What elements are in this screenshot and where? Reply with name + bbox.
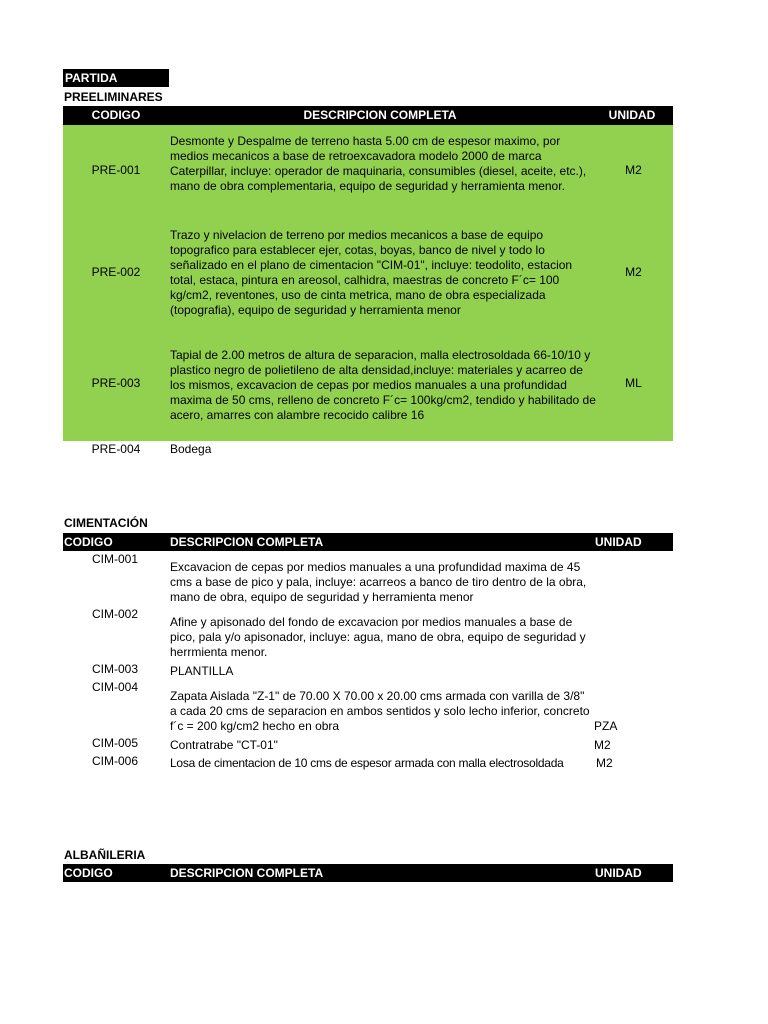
row-code: CIM-004 [92, 680, 139, 694]
row-description: Trazo y nivelacion de terreno por medios mecanicos a base de equipo topografico para establecer ejer, cotas, boyas, banco de nivel y todo lo señalizado en el plano de cimentacion "CIM-01", incluye: teodolito, estacion total, estaca, pintura en areosol, calhidra, maestras de concreto F´c= 100 kg/cm2, reventones, uso de cinta metrica, mano de obra especializada (topografia), equipo de seguridad y herramienta menor [170, 228, 573, 317]
row-description: Contratrabe "CT-01" [170, 738, 278, 752]
row-description: Losa de cimentacion de 10 cms de espesor armada con malla electrosoldada [170, 756, 564, 770]
header-codigo: CODIGO [64, 535, 113, 549]
header-unidad: UNIDAD [595, 866, 642, 880]
row-unit: M2 [625, 265, 642, 279]
row-code: CIM-003 [92, 662, 139, 676]
row-code: CIM-006 [92, 754, 139, 768]
header-descripcion: DESCRIPCION COMPLETA [303, 108, 457, 122]
header-codigo: CODIGO [91, 108, 141, 122]
row-unit: M2 [596, 756, 613, 770]
header-row-albanileria [63, 864, 673, 882]
section-title-cimentacion: CIMENTACIÓN [64, 516, 148, 530]
row-description: Afine y apisonado del fondo de excavacion por medios manuales a base de pico, pala y/o apisonador, incluye: agua, mano de obra, equipo de seguridad y herrmienta menor. [170, 615, 586, 659]
row-unit: M2 [625, 163, 642, 177]
header-row-preliminares [63, 106, 673, 125]
header-codigo: CODIGO [64, 866, 113, 880]
row-description: Zapata Aislada "Z-1" de 70.00 X 70.00 x 20.00 cms armada con varilla de 3/8" a cada 20 cms de separacion en ambos sentidos y solo lecho inferior, concreto f´c = 200 kg/cm2 hecho en obra [170, 689, 590, 733]
header-descripcion: DESCRIPCION COMPLETA [170, 535, 324, 549]
row-code: PRE-004 [91, 442, 141, 456]
row-code: PRE-001 [91, 163, 141, 177]
header-descripcion: DESCRIPCION COMPLETA [170, 866, 324, 880]
row-code: PRE-003 [91, 376, 141, 390]
row-description: Desmonte y Despalme de terreno hasta 5.00 cm de espesor maximo, por medios mecanicos a base de retroexcavadora modelo 2000 de marca Caterpillar, incluye: operador de maquinaria, consumibles (diesel, aceite, etc.), mano de obra complementaria, equipo de seguridad y herramienta menor. [170, 134, 587, 193]
row-code: PRE-002 [91, 265, 141, 279]
row-code: CIM-005 [92, 736, 139, 750]
section-title-albanileria: ALBAÑILERIA [64, 848, 146, 862]
header-unidad: UNIDAD [608, 108, 656, 122]
partida-label: PARTIDA [63, 69, 169, 87]
row-description: PLANTILLA [170, 664, 234, 678]
row-code: CIM-001 [92, 552, 139, 566]
row-description: Bodega [170, 442, 212, 456]
row-description: Tapial de 2.00 metros de altura de separacion, malla electrosoldada 66-10/10 y plastico negro de polietileno de alta densidad,incluye: materiales y acarreo de los mismos, excavacion de cepas por medios manuales a una profundidad maxima de 50 cms, relleno de concreto F´c= 100kg/cm2, tendido y habilitado de acero, amarres con alambre recocido calibre 16 [170, 348, 596, 422]
header-row-cimentacion [63, 533, 673, 551]
row-unit: ML [625, 376, 642, 390]
row-description: Excavacion de cepas por medios manuales a una profundidad maxima de 45 cms a base de pico y pala, incluye: acarreos a banco de tiro dentro de la obra, mano de obra, equipo de seguridad y herramienta menor [170, 560, 587, 604]
row-unit: M2 [594, 738, 611, 752]
header-unidad: UNIDAD [595, 535, 642, 549]
row-code: CIM-002 [92, 607, 139, 621]
row-unit: PZA [594, 719, 618, 733]
section-title-preliminares: PREELIMINARES [64, 90, 163, 104]
